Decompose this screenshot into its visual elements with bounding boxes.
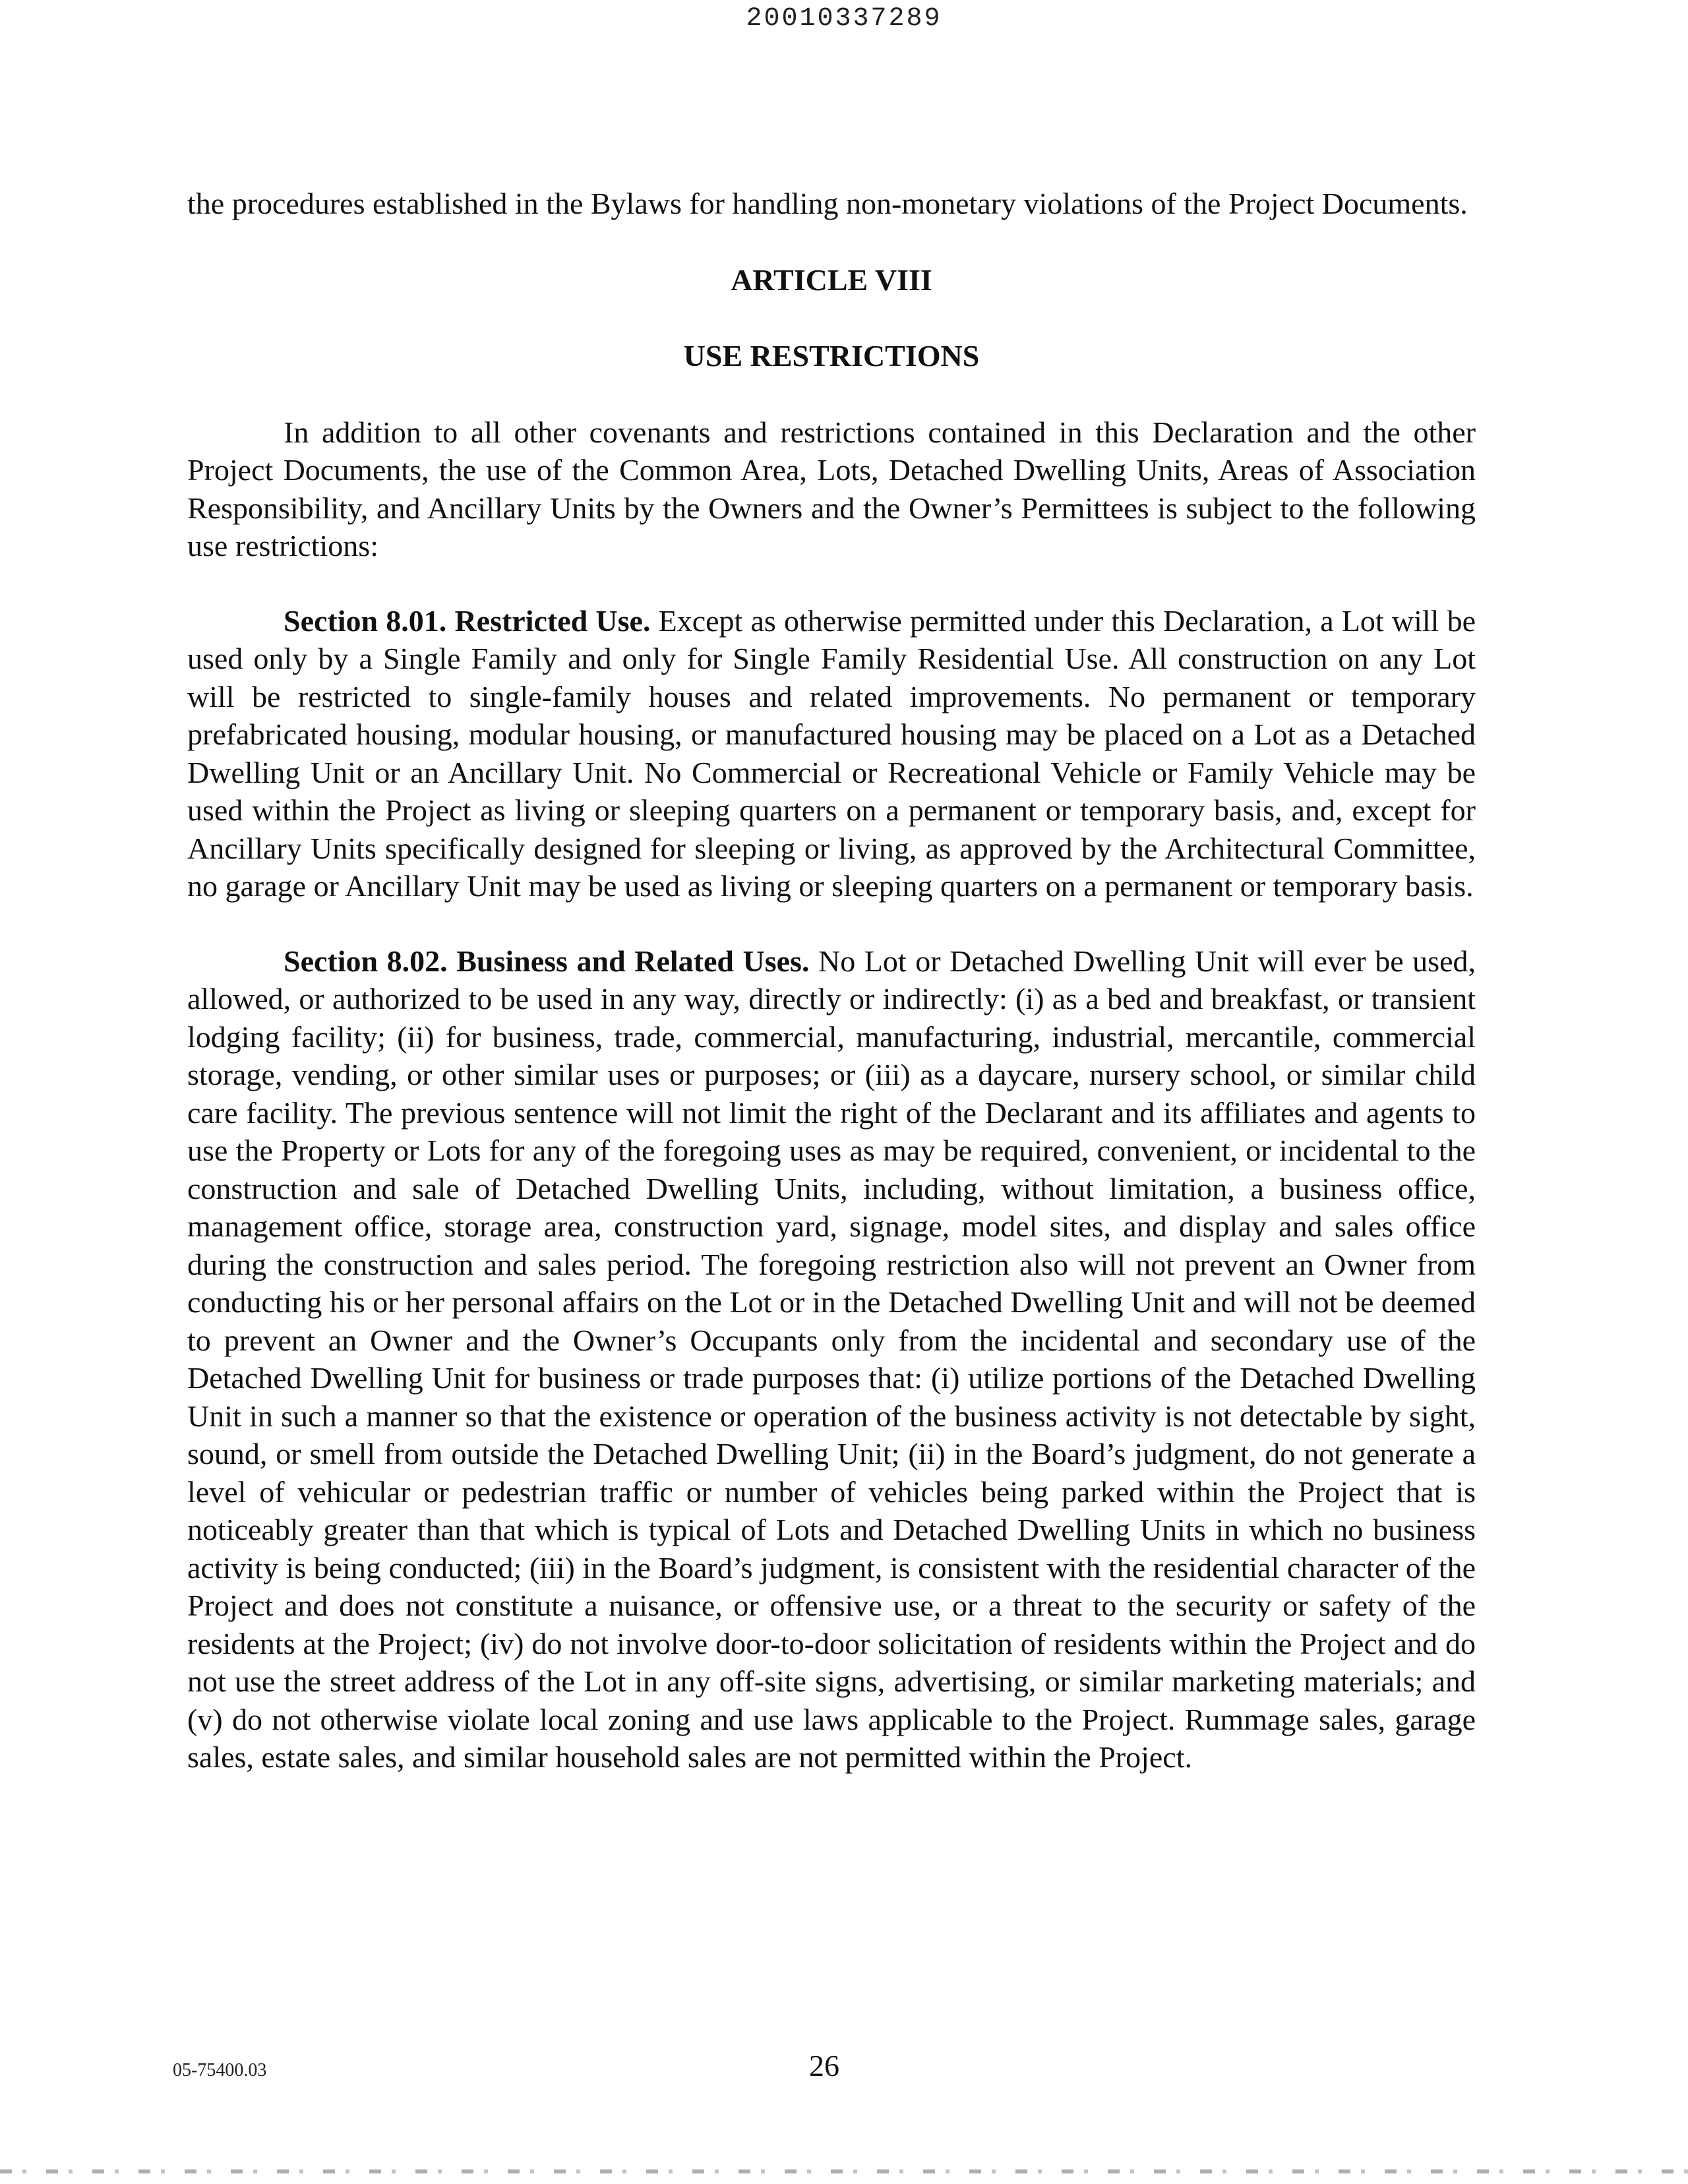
footer-document-id: 05-75400.03: [173, 2060, 267, 2080]
continuation-paragraph: the procedures established in the Bylaws for handling non-monetary violations of the Project Documents.: [187, 187, 1468, 220]
intro-paragraph: In addition to all other covenants and restrictions contained in this Declaration and the other Project Documents, the use of the Common Area, Lots, Detached Dwelling Units, Areas of Association Responsibility, and Ancillary Units by the Owners and the Owner’s Permittees is subject to the following use restrictions:: [187, 415, 1476, 562]
section-8-02-heading: Section 8.02. Business and Related Uses.: [284, 944, 810, 978]
section-8-02: [187, 942, 1476, 1776]
section-8-01-heading: Section 8.01. Restricted Use.: [284, 603, 651, 638]
document-number: 20010337289: [746, 4, 942, 34]
article-title: ARTICLE VIII: [731, 262, 932, 297]
document-body: [187, 185, 1476, 1776]
section-8-01: [187, 602, 1476, 905]
section-8-01-text: Except as otherwise permitted under this Declaration, a Lot will be used only by a Single Family and only for Single Family Residential Use. All construction on any Lot will be restricted to single-family houses and related improvements. No permanent or temporary prefabricated housing, modular housing, or manufactured housing may be placed on a Lot as a Detached Dwelling Unit or an Ancillary Unit. No Commercial or Recreational Vehicle or Family Vehicle may be used within the Project as living or sleeping quarters on a permanent or temporary basis, and, except for Ancillary Units specifically designed for sleeping or living, as approved by the Architectural Committee, no garage or Ancillary Unit may be used as living or sleeping quarters on a permanent or temporary basis.: [187, 603, 1476, 903]
section-8-02-text: No Lot or Detached Dwelling Unit will ever be used, allowed, or authorized to be used in any way, directly or indirectly: (i) as a bed and breakfast, or transient lodging facility; (ii) for business, trade, commercial, manufacturing, industrial, mercantile, commercial storage, vending, or other similar uses or purposes; or (iii) as a daycare, nursery school, or similar child care facility. The previous sentence will not limit the right of the Declarant and its affiliates and agents to use the Property or Lots for any of the foregoing uses as may be required, convenient, or incidental to the construction and sale of Detached Dwelling Units, including, without limitation, a business office, management office, storage area, construction yard, signage, model sites, and display and sales office during the construction and sales period. The foregoing restriction also will not prevent an Owner from conducting his or her personal affairs on the Lot or in the Detached Dwelling Unit and will not be deemed to prevent an Owner and the Owner’s Occupants only from the incidental and secondary use of the Detached Dwelling Unit for business or trade purposes that: (i) utilize portions of the Detached Dwelling Unit in such a manner so that the existence or operation of the business activity is not detectable by sight, sound, or smell from outside the Detached Dwelling Unit; (ii) in the Board’s judgment, do not generate a level of vehicular or pedestrian traffic or number of vehicles being parked within the Project that is noticeably greater than that which is typical of Lots and Detached Dwelling Units in which no business activity is being conducted; (iii) in the Board’s judgment, is consistent with the residential character of the Project and does not constitute a nuisance, or offensive use, or a threat to the security or safety of the residents at the Project; (iv) do not involve door-to-door solicitation of residents within the Project and do not use the street address of the Lot in any off-site signs, advertising, or similar marketing materials; and (v) do not otherwise violate local zoning and use laws applicable to the Project. Rummage sales, garage sales, estate sales, and similar household sales are not permitted within the Project.: [187, 944, 1476, 1774]
page-number: 26: [809, 2049, 839, 2082]
article-subtitle: USE RESTRICTIONS: [683, 339, 980, 373]
scan-artifact-line: [0, 2169, 1688, 2173]
